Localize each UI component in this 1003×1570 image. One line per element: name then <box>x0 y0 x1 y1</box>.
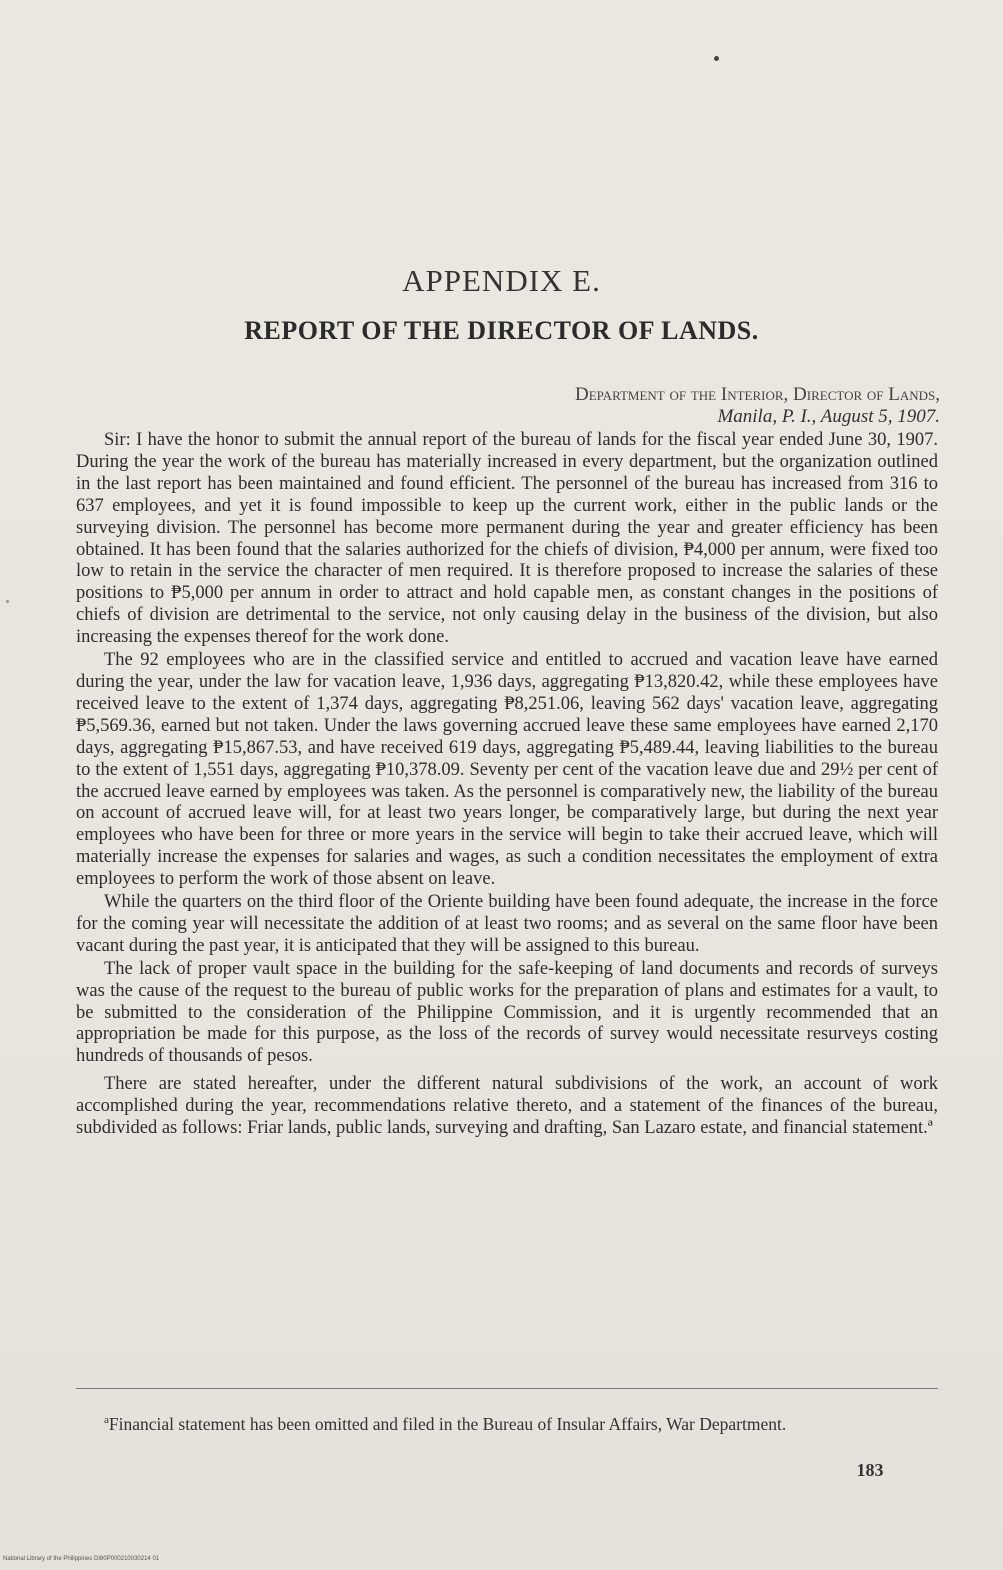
footnote-marker: a <box>104 1414 109 1426</box>
report-title: REPORT OF THE DIRECTOR OF LANDS. <box>244 316 759 345</box>
footnote-rule <box>76 1388 938 1389</box>
footnote <box>76 1410 938 1435</box>
paragraph-1: Sir: I have the honor to submit the annual report of the bureau of lands for the fiscal year ended June 30, 1907. During the year the work of the bureau has materially increased in every department, but the organization outlined in the last report has been maintained and found efficient. The personnel of the bureau has increased from 316 to 637 employees, and yet it is found impossible to keep up the current work, either in the public lands or the surveying division. The personnel has become more permanent during the year and greater efficiency has been obtained. It has been found that the salaries authorized for the chiefs of division, ₱4,000 per annum, were fixed too low to retain in the service the character of men required. It is therefore proposed to increase the salaries of these positions to ₱5,000 per annum in order to attract and hold capable men, as constant changes in the positions of chiefs of division are detrimental to the service, not only causing delay in the business of the division, but also increasing the expenses thereof for the work done. <box>76 430 938 648</box>
paragraph-2: The 92 employees who are in the classified service and entitled to accrued and vacation leave have earned during the year, under the law for vacation leave, 1,936 days, aggregating ₱13,820.42, while these employees have received leave to the extent of 1,374 days, aggregating ₱8,251.06, leaving 562 days' vacation leave, aggregating ₱5,569.36, earned but not taken. Under the laws governing accrued leave these same employees have earned 2,170 days, aggregating ₱15,867.53, and have received 619 days, aggregating ₱5,489.44, leaving liabilities to the bureau to the extent of 1,551 days, aggregating ₱10,378.09. Seventy per cent of the vacation leave due and 29½ per cent of the accrued leave earned by employees was taken. As the personnel is comparatively new, the liability of the bureau on account of accrued leave will, for at least two years longer, be comparatively large, but during the next year employees who have been for three or more years in the service will begin to take their accrued leave, which will materially increase the expenses for salaries and wages, as such a condition necessitates the employment of extra employees to perform the work of those absent on leave. <box>76 650 938 890</box>
report-body <box>76 430 938 1140</box>
ink-speck <box>714 56 719 61</box>
footnote-text: Financial statement has been omitted and filed in the Bureau of Insular Affairs, War Department. <box>108 1413 787 1434</box>
appendix-heading: APPENDIX E. <box>402 263 601 298</box>
paragraph-4: The lack of proper vault space in the building for the safe-keeping of land documents and records of surveys was the cause of the request to the bureau of public works for the preparation of plans and estimates for a vault, to be submitted to the consideration of the Philippine Commission, and it is urgently recommended that an appropriation be made for this purpose, as the loss of the records of survey would necessitate resurveys costing hundreds of thousands of pesos. <box>76 958 938 1067</box>
ink-speck <box>6 600 9 603</box>
dateline-department: Department of the Interior, Director of Lands, <box>574 384 940 405</box>
paragraph-3: While the quarters on the third floor of the Oriente building have been found adequate, the increase in the force for the coming year will necessitate the addition of at least two rooms; and as several on the same floor have been vacant during the past year, it is anticipated that they will be assigned to this bureau. <box>76 892 938 956</box>
page-number: 183 <box>856 1460 884 1480</box>
library-imprint: National Library of the Philippines DI80P000210030214 01 <box>3 1556 160 1562</box>
dateline-place-date: Manila, P. I., August 5, 1907. <box>717 406 940 427</box>
paragraph-5: There are stated hereafter, under the different natural subdivisions of the work, an account of work accomplished during the year, recommendations relative thereto, and a statement of the finances of the bureau, subdivided as follows: Friar lands, public lands, surveying and drafting, San Lazaro estate, and financial statement.ª <box>76 1074 938 1139</box>
